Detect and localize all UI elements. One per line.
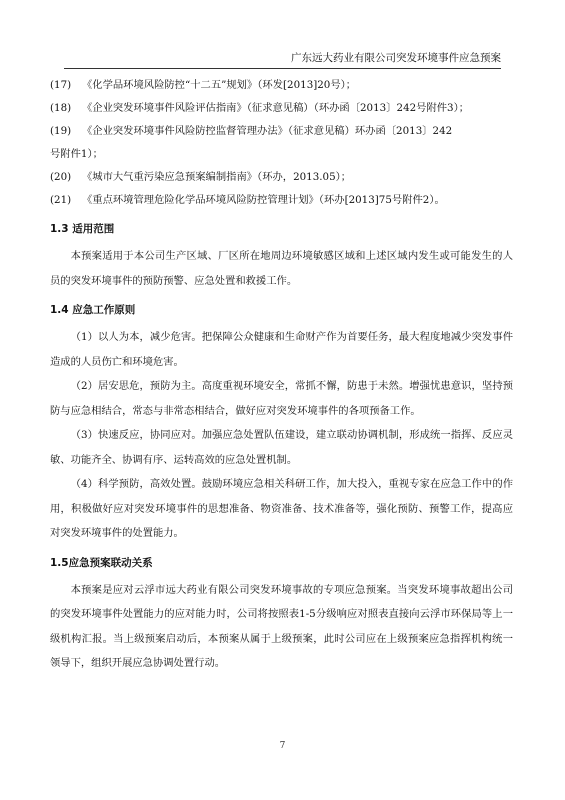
- reference-text: 《企业突发环境事件风险评估指南》（征求意见稿）（环办函〔2013〕242号附件3）；: [82, 102, 470, 114]
- reference-item: [50, 189, 513, 212]
- reference-item: [50, 120, 513, 166]
- paragraph: （4）科学预防，高效处置。鼓励环境应急相关科研工作，加大投入，重视专家在应急工作中的作用，积极做好应对突发环境事件的思想准备、物资准备、技术准备等，强化预防、预警工作，提高应对突发环境事件的处置能力。: [50, 478, 513, 539]
- reference-number: (19): [50, 125, 72, 137]
- reference-item: [50, 166, 513, 189]
- reference-item: [50, 97, 513, 120]
- section-heading-principles: 1.4 应急工作原则: [50, 304, 136, 316]
- reference-number: (17): [50, 79, 72, 91]
- paragraph: 本预案是应对云浮市远大药业有限公司突发环境事故的专项应急预案。当突发环境事故超出公司的突发环境事件处置能力的应对能力时，公司将按照表1-5分级响应对照表直接向云浮市环保局等上一级机构汇报。当上级预案启动后，本预案从属于上级预案，此时公司应在上级预案应急指挥机构统一领导下，组织开展应急协调处置行动。: [50, 583, 513, 669]
- section-heading-linkage: 1.5应急预案联动关系: [50, 556, 153, 569]
- header-title: 广东远大药业有限公司突发环境事件应急预案: [291, 52, 501, 64]
- page-number: 7: [279, 741, 286, 751]
- reference-text: 《城市大气重污染应急预案编制指南》（环办，2013.05）；: [82, 171, 352, 183]
- reference-text-continued: 号附件1）；: [50, 148, 103, 160]
- section-heading-scope: 1.3 适用范围: [50, 223, 115, 235]
- page-content: [50, 74, 513, 676]
- paragraph: 本预案适用于本公司生产区域、厂区所在地周边环境敏感区域和上述区域内发生或可能发生的人员的突发环境事件的预防预警、应急处置和救援工作。: [50, 250, 513, 287]
- reference-number: (21): [50, 194, 72, 206]
- paragraph: （2）居安思危，预防为主。高度重视环境安全，常抓不懈，防患于未然。增强忧患意识，坚持预防与应急相结合，常态与非常态相结合，做好应对突发环境事件的各项预备工作。: [50, 380, 513, 417]
- reference-list: [50, 74, 513, 212]
- paragraph: （1）以人为本，减少危害。把保障公众健康和生命财产作为首要任务，最大程度地减少突发事件造成的人员伤亡和环境危害。: [50, 331, 513, 368]
- page-header: [64, 50, 501, 69]
- reference-item: [50, 74, 513, 97]
- reference-text: 《化学品环境风险防控“十二五”规划》（环发[2013]20号）；: [82, 79, 357, 91]
- paragraph: （3）快速反应，协同应对。加强应急处置队伍建设，建立联动协调机制，形成统一指挥、反应灵敏、功能齐全、协调有序、运转高效的应急处置机制。: [50, 429, 513, 466]
- reference-number: (18): [50, 102, 72, 114]
- reference-text: 《重点环境管理危险化学品环境风险防控管理计划》（环办[2013]75号附件2）。: [82, 194, 445, 206]
- reference-text: 《企业突发环境事件风险防控监督管理办法》（征求意见稿）环办函〔2013〕242: [82, 125, 453, 137]
- reference-number: (20): [50, 171, 72, 183]
